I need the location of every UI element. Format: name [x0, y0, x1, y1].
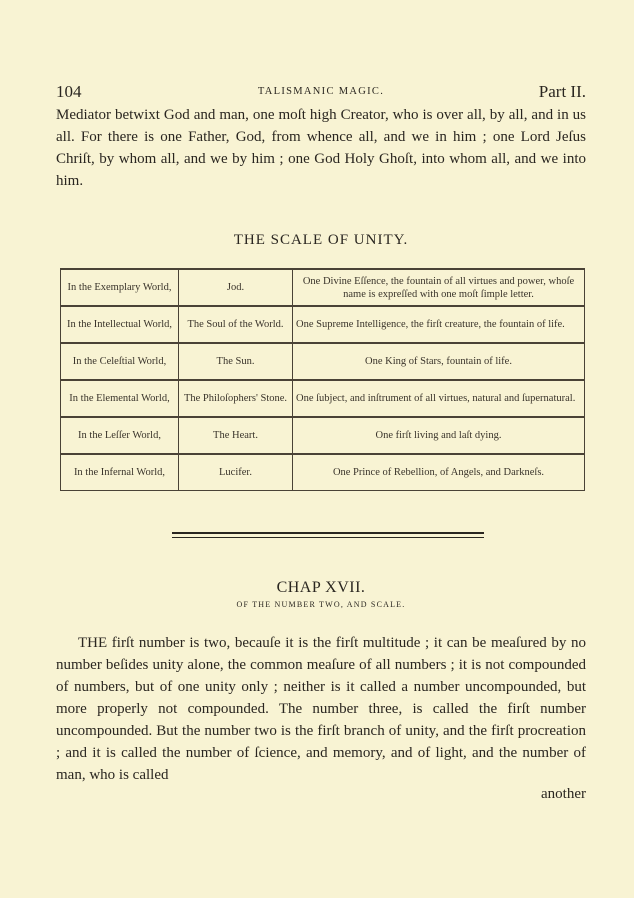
name-cell: Lucifer. — [179, 454, 293, 491]
description-cell: One King of Stars, fountain of life. — [293, 343, 585, 380]
catchword: another — [541, 786, 586, 802]
running-title: TALISMANIC MAGIC. — [257, 86, 385, 97]
table-row — [61, 306, 585, 343]
table-row — [61, 269, 585, 306]
page-header — [56, 82, 586, 104]
name-cell: The Heart. — [179, 417, 293, 454]
description-cell: One ſubject, and inſtrument of all virtues, natural and ſupernatural. — [293, 380, 585, 417]
paragraph-continued: Mediator betwixt God and man, one moſt high Creator, who is over all, by all, and in us all. For there is one Father, God, from whence all, and we in him ; one Lord Jeſus Chriſt, by whom all, and we by him ; one God Holy Ghoſt, into whom all, and we into him. — [56, 107, 586, 189]
section-divider — [172, 532, 484, 534]
scale-of-unity-table — [60, 268, 585, 491]
chapter-subtitle: OF THE NUMBER TWO, AND SCALE. — [236, 600, 406, 609]
section-divider-thin — [172, 537, 484, 538]
world-cell: In the Elemental World, — [61, 380, 179, 417]
page-number: 104 — [56, 82, 82, 101]
name-cell: Jod. — [179, 269, 293, 306]
name-cell: The Philoſophers' Stone. — [179, 380, 293, 417]
table-row — [61, 380, 585, 417]
description-cell: One Supreme Intelligence, the firſt creature, the fountain of life. — [293, 306, 585, 343]
table-row — [61, 343, 585, 380]
description-cell: One Prince of Rebellion, of Angels, and Darkneſs. — [293, 454, 585, 491]
part-label: Part II. — [538, 82, 586, 101]
world-cell: In the Intellectual World, — [61, 306, 179, 343]
name-cell: The Soul of the World. — [179, 306, 293, 343]
chapter-paragraph: THE firſt number is two, becauſe it is the firſt multitude ; it can be meaſured by no number beſides unity alone, the common meaſure of all numbers ; it is not compounded of numbers, but of one unity only ; neither is it called a number uncompounded, but more properly not compounded. The number three, is called the firſt number uncompounded. But the number two is the firſt branch of unity, and the firſt procreation ; and it is called the number of ſcience, and memory, and of light, and the number of man, who is called — [56, 635, 586, 783]
world-cell: In the Exemplary World, — [61, 269, 179, 306]
table-row — [61, 454, 585, 491]
table-row — [61, 417, 585, 454]
chapter-title: CHAP XVII. — [276, 579, 366, 596]
world-cell: In the Celeſtial World, — [61, 343, 179, 380]
name-cell: The Sun. — [179, 343, 293, 380]
scale-title: THE SCALE OF UNITY. — [233, 232, 409, 248]
description-cell: One Divine Eſſence, the fountain of all virtues and power, whoſe name is expreſſed with one moſt ſimple letter. — [293, 269, 585, 306]
world-cell: In the Infernal World, — [61, 454, 179, 491]
description-cell: One firſt living and laſt dying. — [293, 417, 585, 454]
world-cell: In the Leſſer World, — [61, 417, 179, 454]
